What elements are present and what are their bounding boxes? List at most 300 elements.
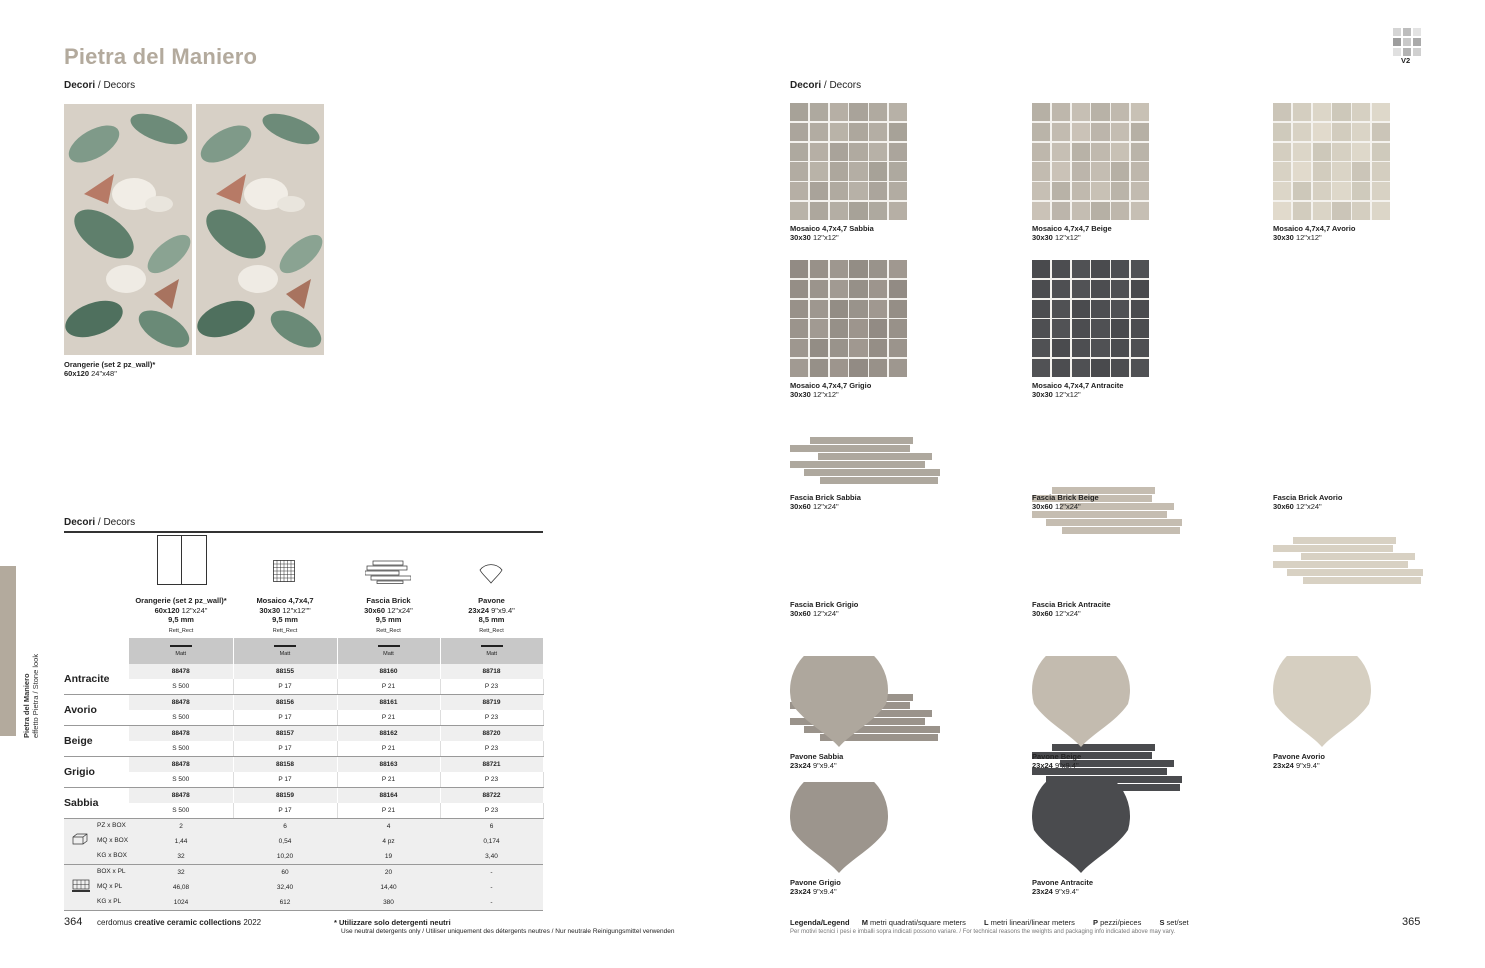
mosaic-chip bbox=[889, 339, 907, 357]
pallet-label: BOX x PL bbox=[97, 868, 126, 875]
box-value: 32 bbox=[177, 853, 185, 860]
brick-strip bbox=[1062, 527, 1180, 534]
legend: Legenda/Legend M metri quadrati/square meters L metri lineari/linear meters P pezzi/pieces S set/set bbox=[790, 918, 1189, 927]
box-row bbox=[64, 849, 543, 865]
mosaic-chip bbox=[1111, 202, 1129, 220]
brick-caption: Fascia Brick Grigio 30x60 12"x24" bbox=[790, 600, 859, 618]
mosaic-chip bbox=[889, 319, 907, 337]
mosaic-chip bbox=[1052, 300, 1070, 318]
brick-strip bbox=[1301, 553, 1415, 560]
mosaic-chip bbox=[1091, 202, 1109, 220]
product-code: 88157 bbox=[233, 726, 337, 742]
mosaic-avorio-tile bbox=[1273, 103, 1390, 220]
mosaic-chip bbox=[1131, 260, 1149, 278]
mosaic-chip bbox=[1372, 123, 1390, 141]
pack-unit: P 17 bbox=[233, 772, 337, 788]
mosaic-chip bbox=[849, 182, 867, 200]
mosaic-chip bbox=[869, 280, 887, 298]
mosaic-chip bbox=[849, 359, 867, 377]
color-name: Sabbia bbox=[64, 788, 129, 819]
mosaic-chip bbox=[830, 182, 848, 200]
mosaic-chip bbox=[869, 143, 887, 161]
mosaic-chip bbox=[1091, 339, 1109, 357]
mosaic-chip bbox=[810, 162, 828, 180]
orangerie-icon bbox=[157, 535, 207, 585]
brick-strip bbox=[1293, 537, 1396, 544]
mosaic-chip bbox=[1293, 123, 1311, 141]
mosaic-chip bbox=[830, 300, 848, 318]
collection-logo-icon bbox=[1393, 28, 1421, 56]
mosaic-chip bbox=[1091, 260, 1109, 278]
mosaic-chip bbox=[1352, 103, 1370, 121]
pack-unit: P 23 bbox=[440, 772, 543, 788]
mosaic-chip bbox=[830, 143, 848, 161]
mosaic-chip bbox=[1032, 123, 1050, 141]
mosaic-antracite-tile bbox=[1032, 260, 1149, 377]
pack-unit: S 500 bbox=[129, 679, 233, 695]
product-code: 88478 bbox=[129, 757, 233, 773]
color-code-row bbox=[64, 788, 543, 804]
pallet-value: - bbox=[490, 884, 493, 891]
brick-strip bbox=[1032, 511, 1167, 518]
product-code: 88722 bbox=[440, 788, 543, 804]
mosaic-chip bbox=[1032, 280, 1050, 298]
brick-caption: Fascia Brick Sabbia 30x60 12"x24" bbox=[790, 493, 861, 511]
mosaic-chip bbox=[1032, 260, 1050, 278]
mosaic-chip bbox=[889, 103, 907, 121]
mosaic-chip bbox=[790, 103, 808, 121]
color-pack-row bbox=[64, 741, 543, 757]
pack-unit: P 23 bbox=[440, 710, 543, 726]
brick-caption: Fascia Brick Beige 30x60 12"x24" bbox=[1032, 493, 1099, 511]
section-divider bbox=[64, 531, 543, 533]
mosaic-chip bbox=[810, 260, 828, 278]
product-header: Orangerie (set 2 pz_wall)* 60x120 12"x24" 9,5 mm Rett_Rect bbox=[135, 596, 227, 634]
mosaic-chip bbox=[790, 300, 808, 318]
mosaic-chip bbox=[1032, 182, 1050, 200]
mosaic-chip bbox=[1313, 103, 1331, 121]
color-name: Antracite bbox=[64, 664, 129, 695]
mosaic-chip bbox=[1111, 260, 1129, 278]
mosaic-chip bbox=[1313, 182, 1331, 200]
pavone-caption: Pavone Antracite 23x24 9"x9.4" bbox=[1032, 878, 1093, 896]
mosaic-chip bbox=[849, 339, 867, 357]
mosaic-chip bbox=[1352, 123, 1370, 141]
mosaic-caption: Mosaico 4,7x4,7 Grigio 30x30 12"x12" bbox=[790, 381, 872, 399]
brick-strip bbox=[820, 477, 938, 484]
mosaic-chip bbox=[810, 359, 828, 377]
mosaic-chip bbox=[790, 260, 808, 278]
pavone-grigio-tile bbox=[790, 782, 888, 874]
mosaic-chip bbox=[1032, 359, 1050, 377]
mosaic-chip bbox=[830, 202, 848, 220]
mosaic-chip bbox=[849, 300, 867, 318]
mosaic-chip bbox=[810, 103, 828, 121]
pack-unit: P 23 bbox=[440, 679, 543, 695]
mosaic-caption: Mosaico 4,7x4,7 Sabbia 30x30 12"x12" bbox=[790, 224, 874, 242]
pack-unit: P 21 bbox=[337, 679, 440, 695]
box-row bbox=[64, 834, 543, 849]
pavone-antracite-tile bbox=[1032, 782, 1130, 874]
brick-strip bbox=[790, 461, 925, 468]
pack-unit: S 500 bbox=[129, 741, 233, 757]
mosaic-chip bbox=[1072, 103, 1090, 121]
mosaic-chip bbox=[889, 260, 907, 278]
mosaic-chip bbox=[1352, 182, 1370, 200]
mosaic-chip bbox=[1372, 202, 1390, 220]
mosaic-chip bbox=[1313, 143, 1331, 161]
mosaic-chip bbox=[1032, 103, 1050, 121]
mosaic-chip bbox=[1111, 300, 1129, 318]
finish-row: Matt Matt Matt Matt bbox=[64, 638, 543, 664]
detergent-note: Use neutral detergents only / Utiliser uniquement des détergents neutres / Nur neutrale Reinigungsmittel verwenden bbox=[341, 928, 675, 935]
mosaic-chip bbox=[1111, 103, 1129, 121]
product-code: 88478 bbox=[129, 664, 233, 679]
mosaic-chip bbox=[810, 300, 828, 318]
mosaic-chip bbox=[1273, 162, 1291, 180]
box-label: KG x BOX bbox=[97, 852, 127, 859]
mosaic-chip bbox=[869, 182, 887, 200]
mosaic-chip bbox=[1293, 202, 1311, 220]
mosaic-chip bbox=[1273, 182, 1291, 200]
mosaic-caption: Mosaico 4,7x4,7 Beige 30x30 12"x12" bbox=[1032, 224, 1112, 242]
pallet-value: 60 bbox=[281, 869, 289, 876]
product-code: 88720 bbox=[440, 726, 543, 742]
mosaic-chip bbox=[1293, 182, 1311, 200]
mosaic-chip bbox=[1072, 319, 1090, 337]
mosaic-chip bbox=[830, 359, 848, 377]
brick-avorio-tile bbox=[1273, 537, 1423, 587]
page-number-right: 365 bbox=[1402, 916, 1421, 928]
mosaic-chip bbox=[1111, 143, 1129, 161]
brick-strip bbox=[790, 445, 910, 452]
mosaic-icon bbox=[273, 560, 295, 582]
box-value: 19 bbox=[337, 849, 440, 865]
mosaic-chip bbox=[1091, 162, 1109, 180]
mosaic-chip bbox=[1111, 319, 1129, 337]
mosaic-chip bbox=[1332, 103, 1350, 121]
mosaic-chip bbox=[849, 123, 867, 141]
mosaic-chip bbox=[810, 280, 828, 298]
mosaic-chip bbox=[1111, 182, 1129, 200]
mosaic-chip bbox=[1131, 162, 1149, 180]
mosaic-chip bbox=[790, 280, 808, 298]
pallet-value: 1024 bbox=[173, 899, 189, 906]
brick-strip bbox=[810, 437, 913, 444]
pallet-row bbox=[64, 865, 543, 881]
mosaic-chip bbox=[1032, 319, 1050, 337]
product-headers bbox=[129, 596, 543, 636]
mosaic-chip bbox=[790, 202, 808, 220]
brick-caption: Fascia Brick Avorio 30x60 12"x24" bbox=[1273, 493, 1343, 511]
box-value: 6 bbox=[489, 823, 494, 830]
pack-unit: P 23 bbox=[440, 803, 543, 819]
box-value: 0,54 bbox=[278, 838, 292, 845]
mosaic-chip bbox=[889, 162, 907, 180]
mosaic-chip bbox=[790, 339, 808, 357]
pack-unit: P 17 bbox=[233, 741, 337, 757]
mosaic-chip bbox=[869, 123, 887, 141]
color-code-row bbox=[64, 726, 543, 742]
mosaic-chip bbox=[1091, 319, 1109, 337]
mosaic-chip bbox=[889, 359, 907, 377]
mosaic-chip bbox=[889, 300, 907, 318]
pack-unit: P 21 bbox=[337, 772, 440, 788]
color-pack-row bbox=[64, 772, 543, 788]
mosaic-chip bbox=[849, 103, 867, 121]
product-header: Pavone 23x24 9"x9.4" 8,5 mm Rett_Rect bbox=[468, 596, 515, 634]
mosaic-caption: Mosaico 4,7x4,7 Antracite 30x30 12"x12" bbox=[1032, 381, 1124, 399]
mosaic-chip bbox=[869, 359, 887, 377]
product-header: Mosaico 4,7x4,7 30x30 12"x12"" 9,5 mm Rett_Rect bbox=[256, 596, 314, 634]
pallet-value: 20 bbox=[384, 869, 393, 876]
orangerie-image bbox=[64, 104, 324, 355]
pack-unit: P 21 bbox=[337, 710, 440, 726]
mosaic-chip bbox=[849, 260, 867, 278]
product-header: Fascia Brick 30x60 12"x24" 9,5 mm Rett_Rect bbox=[364, 596, 413, 634]
section-heading-decors: Decori / Decors bbox=[64, 80, 136, 91]
mosaic-chip bbox=[810, 123, 828, 141]
vertical-collection-label: Pietra del Maniero effetto Pietra / Stone look bbox=[22, 653, 40, 738]
mosaic-chip bbox=[1032, 202, 1050, 220]
mosaic-chip bbox=[1332, 182, 1350, 200]
mosaic-chip bbox=[1131, 319, 1149, 337]
mosaic-chip bbox=[1111, 162, 1129, 180]
pavone-icon bbox=[479, 562, 503, 584]
mosaic-chip bbox=[1052, 260, 1070, 278]
box-row bbox=[64, 819, 543, 835]
product-code: 88158 bbox=[233, 757, 337, 773]
mosaic-chip bbox=[1072, 339, 1090, 357]
mosaic-chip bbox=[1052, 162, 1070, 180]
color-pack-row bbox=[64, 679, 543, 695]
brand-footer: cerdomus creative ceramic collections 2022 bbox=[97, 918, 262, 927]
mosaic-chip bbox=[790, 182, 808, 200]
pallet-label: MQ x PL bbox=[97, 883, 123, 890]
mosaic-chip bbox=[830, 339, 848, 357]
pallet-value: 612 bbox=[233, 895, 337, 911]
box-value: 1,44 bbox=[174, 838, 188, 845]
brick-strip bbox=[804, 469, 940, 476]
mosaic-chip bbox=[1091, 103, 1109, 121]
box-value: 0,174 bbox=[483, 838, 500, 845]
pallet-row bbox=[64, 880, 543, 895]
product-code: 88721 bbox=[440, 757, 543, 773]
page-title: Pietra del Maniero bbox=[64, 44, 258, 69]
mosaic-chip bbox=[830, 162, 848, 180]
mosaic-chip bbox=[849, 280, 867, 298]
product-code: 88718 bbox=[440, 664, 543, 679]
mosaic-chip bbox=[849, 319, 867, 337]
mosaic-chip bbox=[889, 143, 907, 161]
mosaic-chip bbox=[869, 339, 887, 357]
mosaic-chip bbox=[810, 319, 828, 337]
pack-unit: P 23 bbox=[440, 741, 543, 757]
sidebar-tab bbox=[0, 566, 16, 736]
mosaic-chip bbox=[1091, 123, 1109, 141]
mosaic-chip bbox=[1091, 143, 1109, 161]
mosaic-chip bbox=[1052, 182, 1070, 200]
mosaic-chip bbox=[1293, 162, 1311, 180]
pallet-value: 380 bbox=[337, 895, 440, 911]
product-code: 88478 bbox=[129, 695, 233, 711]
mosaic-chip bbox=[1131, 339, 1149, 357]
pallet-value: - bbox=[490, 869, 493, 876]
product-code: 88162 bbox=[337, 726, 440, 742]
mosaic-chip bbox=[1352, 143, 1370, 161]
mosaic-chip bbox=[1131, 182, 1149, 200]
mosaic-chip bbox=[1072, 143, 1090, 161]
product-code: 88161 bbox=[337, 695, 440, 711]
mosaic-chip bbox=[1332, 202, 1350, 220]
mosaic-chip bbox=[1111, 123, 1129, 141]
pack-unit: S 500 bbox=[129, 772, 233, 788]
mosaic-chip bbox=[1072, 123, 1090, 141]
mosaic-chip bbox=[1052, 339, 1070, 357]
mosaic-chip bbox=[1091, 359, 1109, 377]
mosaic-chip bbox=[1111, 359, 1129, 377]
mosaic-chip bbox=[1372, 182, 1390, 200]
mosaic-chip bbox=[790, 359, 808, 377]
mosaic-chip bbox=[1111, 339, 1129, 357]
mosaic-chip bbox=[1111, 280, 1129, 298]
color-pack-row bbox=[64, 803, 543, 819]
pavone-avorio-tile bbox=[1273, 656, 1371, 748]
pavone-caption: Pavone Beige 23x24 9"x9.4" bbox=[1032, 752, 1082, 770]
mosaic-chip bbox=[810, 143, 828, 161]
brick-caption: Fascia Brick Antracite 30x60 12"x24" bbox=[1032, 600, 1111, 618]
mosaic-chip bbox=[810, 339, 828, 357]
mosaic-chip bbox=[1372, 143, 1390, 161]
mosaic-chip bbox=[849, 143, 867, 161]
pavone-beige-tile bbox=[1032, 656, 1130, 748]
mosaic-chip bbox=[1072, 162, 1090, 180]
mosaic-chip bbox=[1131, 359, 1149, 377]
mosaic-chip bbox=[1131, 103, 1149, 121]
pack-unit: P 21 bbox=[337, 803, 440, 819]
brick-strip bbox=[1303, 577, 1421, 584]
pallet-value: 46,08 bbox=[172, 884, 190, 891]
mosaic-chip bbox=[1332, 143, 1350, 161]
mosaic-chip bbox=[1372, 103, 1390, 121]
orangerie-caption: Orangerie (set 2 pz_wall)* 60x120 24"x48" bbox=[64, 360, 156, 378]
box-label: PZ x BOX bbox=[97, 822, 126, 829]
mosaic-sabbia-tile bbox=[790, 103, 907, 220]
legend-note: Per motivi tecnici i pesi e imballi sopra indicati possono variare. / For technical reasons the weights and packaging info indicated above may vary. bbox=[790, 929, 1176, 935]
mosaic-chip bbox=[869, 260, 887, 278]
product-code: 88159 bbox=[233, 788, 337, 804]
mosaic-chip bbox=[1131, 202, 1149, 220]
product-code: 88478 bbox=[129, 726, 233, 742]
mosaic-chip bbox=[869, 162, 887, 180]
product-code: 88155 bbox=[233, 664, 337, 679]
mosaic-chip bbox=[1052, 319, 1070, 337]
mosaic-chip bbox=[1352, 202, 1370, 220]
mosaic-chip bbox=[830, 280, 848, 298]
brick-icon bbox=[365, 560, 411, 584]
product-code: 88719 bbox=[440, 695, 543, 711]
section-heading-decors-right: Decori / Decors bbox=[790, 80, 862, 91]
mosaic-chip bbox=[1372, 162, 1390, 180]
color-name: Avorio bbox=[64, 695, 129, 726]
brick-strip bbox=[1273, 561, 1408, 568]
box-value: 6 bbox=[283, 823, 287, 830]
mosaic-chip bbox=[889, 182, 907, 200]
page-number-left: 364 bbox=[64, 916, 83, 928]
pallet-value: 14,40 bbox=[380, 884, 397, 891]
mosaic-chip bbox=[1273, 123, 1291, 141]
mosaic-chip bbox=[1091, 280, 1109, 298]
mosaic-chip bbox=[1293, 103, 1311, 121]
logo-label: V2 bbox=[1401, 56, 1411, 65]
brick-strip bbox=[1273, 545, 1393, 552]
color-pack-row bbox=[64, 710, 543, 726]
mosaic-chip bbox=[1091, 182, 1109, 200]
mosaic-chip bbox=[1052, 123, 1070, 141]
mosaic-chip bbox=[849, 202, 867, 220]
mosaic-chip bbox=[1293, 143, 1311, 161]
mosaic-chip bbox=[1131, 280, 1149, 298]
mosaic-chip bbox=[790, 162, 808, 180]
brick-sabbia-tile bbox=[790, 437, 940, 487]
product-code: 88156 bbox=[233, 695, 337, 711]
mosaic-chip bbox=[830, 319, 848, 337]
box-value: 4 bbox=[386, 823, 391, 830]
mosaic-chip bbox=[830, 103, 848, 121]
mosaic-chip bbox=[869, 300, 887, 318]
brick-strip bbox=[1046, 519, 1182, 526]
pallet-icon bbox=[72, 879, 90, 895]
pallet-row bbox=[64, 895, 543, 911]
mosaic-chip bbox=[869, 103, 887, 121]
pack-unit: P 17 bbox=[233, 803, 337, 819]
box-value: 4 pz bbox=[382, 838, 395, 845]
mosaic-chip bbox=[830, 260, 848, 278]
mosaic-chip bbox=[1313, 202, 1331, 220]
mosaic-chip bbox=[830, 123, 848, 141]
mosaic-chip bbox=[1131, 143, 1149, 161]
mosaic-chip bbox=[1072, 202, 1090, 220]
mosaic-chip bbox=[1052, 143, 1070, 161]
box-value: 10,20 bbox=[233, 849, 337, 865]
mosaic-chip bbox=[869, 202, 887, 220]
color-name: Grigio bbox=[64, 757, 129, 788]
mosaic-chip bbox=[1032, 300, 1050, 318]
mosaic-chip bbox=[1052, 103, 1070, 121]
pavone-caption: Pavone Avorio 23x24 9"x9.4" bbox=[1273, 752, 1325, 770]
mosaic-caption: Mosaico 4,7x4,7 Avorio 30x30 12"x12" bbox=[1273, 224, 1356, 242]
mosaic-chip bbox=[1131, 300, 1149, 318]
mosaic-chip bbox=[790, 123, 808, 141]
pallet-label: KG x PL bbox=[97, 898, 122, 905]
pavone-caption: Pavone Sabbia 23x24 9"x9.4" bbox=[790, 752, 844, 770]
mosaic-chip bbox=[810, 182, 828, 200]
mosaic-chip bbox=[1072, 260, 1090, 278]
mosaic-chip bbox=[790, 319, 808, 337]
mosaic-chip bbox=[1352, 162, 1370, 180]
box-value: 2 bbox=[179, 823, 183, 830]
pack-unit: P 17 bbox=[233, 679, 337, 695]
mosaic-chip bbox=[1332, 162, 1350, 180]
mosaic-chip bbox=[1332, 123, 1350, 141]
mosaic-chip bbox=[1072, 182, 1090, 200]
mosaic-chip bbox=[889, 123, 907, 141]
mosaic-chip bbox=[1273, 143, 1291, 161]
pack-unit: P 17 bbox=[233, 710, 337, 726]
mosaic-chip bbox=[889, 202, 907, 220]
pack-unit: S 500 bbox=[129, 803, 233, 819]
pallet-value: 32 bbox=[177, 869, 185, 876]
